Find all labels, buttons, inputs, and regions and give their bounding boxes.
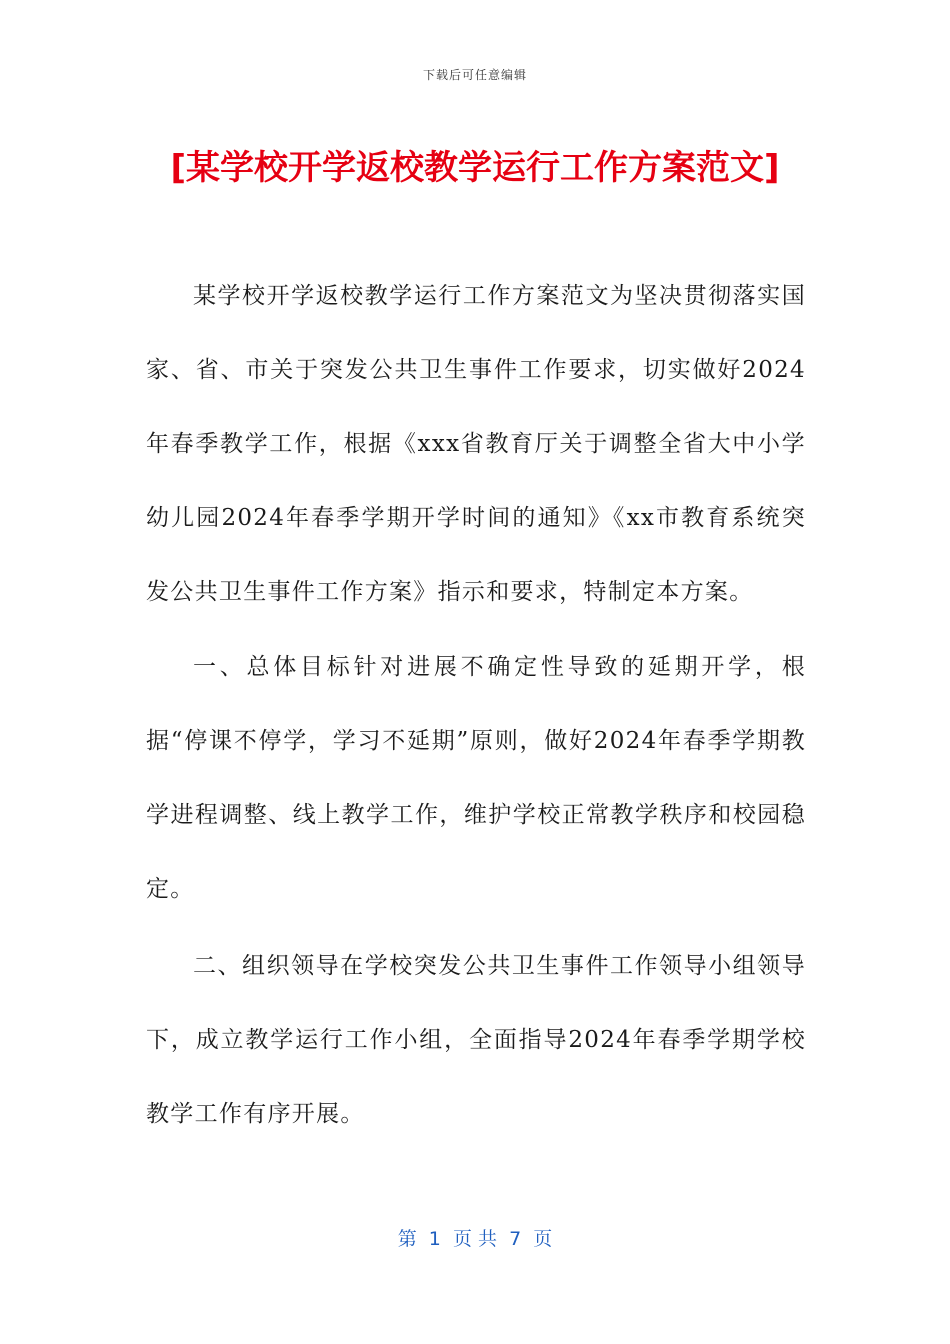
paragraph-overall-goal: 一、总体目标针对进展不确定性导致的延期开学，根据“停课不停学，学习不延期”原则，做好2024年春季学期教学进程调整、线上教学工作，维护学校正常教学秩序和校园稳定。: [146, 654, 806, 902]
page-number-footer: 第 1 页 共 7 页: [397, 1228, 553, 1250]
paragraph-intro: 某学校开学返校教学运行工作方案范文为坚决贯彻落实国家、省、市关于突发公共卫生事件工作要求，切实做好2024年春季教学工作，根据《xxx省教育厅关于调整全省大中小学幼儿园2024年春季学期开学时间的通知》《xx市教育系统突发公共卫生事件工作方案》指示和要求，特制定本方案。: [146, 283, 806, 605]
paragraph-organization: 二、组织领导在学校突发公共卫生事件工作领导小组领导下，成立教学运行工作小组，全面指导2024年春季学期学校教学工作有序开展。: [146, 953, 806, 1127]
header-note: 下载后可任意编辑: [422, 68, 527, 82]
document-title: [某学校开学返校教学运行工作方案范文]: [170, 148, 780, 188]
